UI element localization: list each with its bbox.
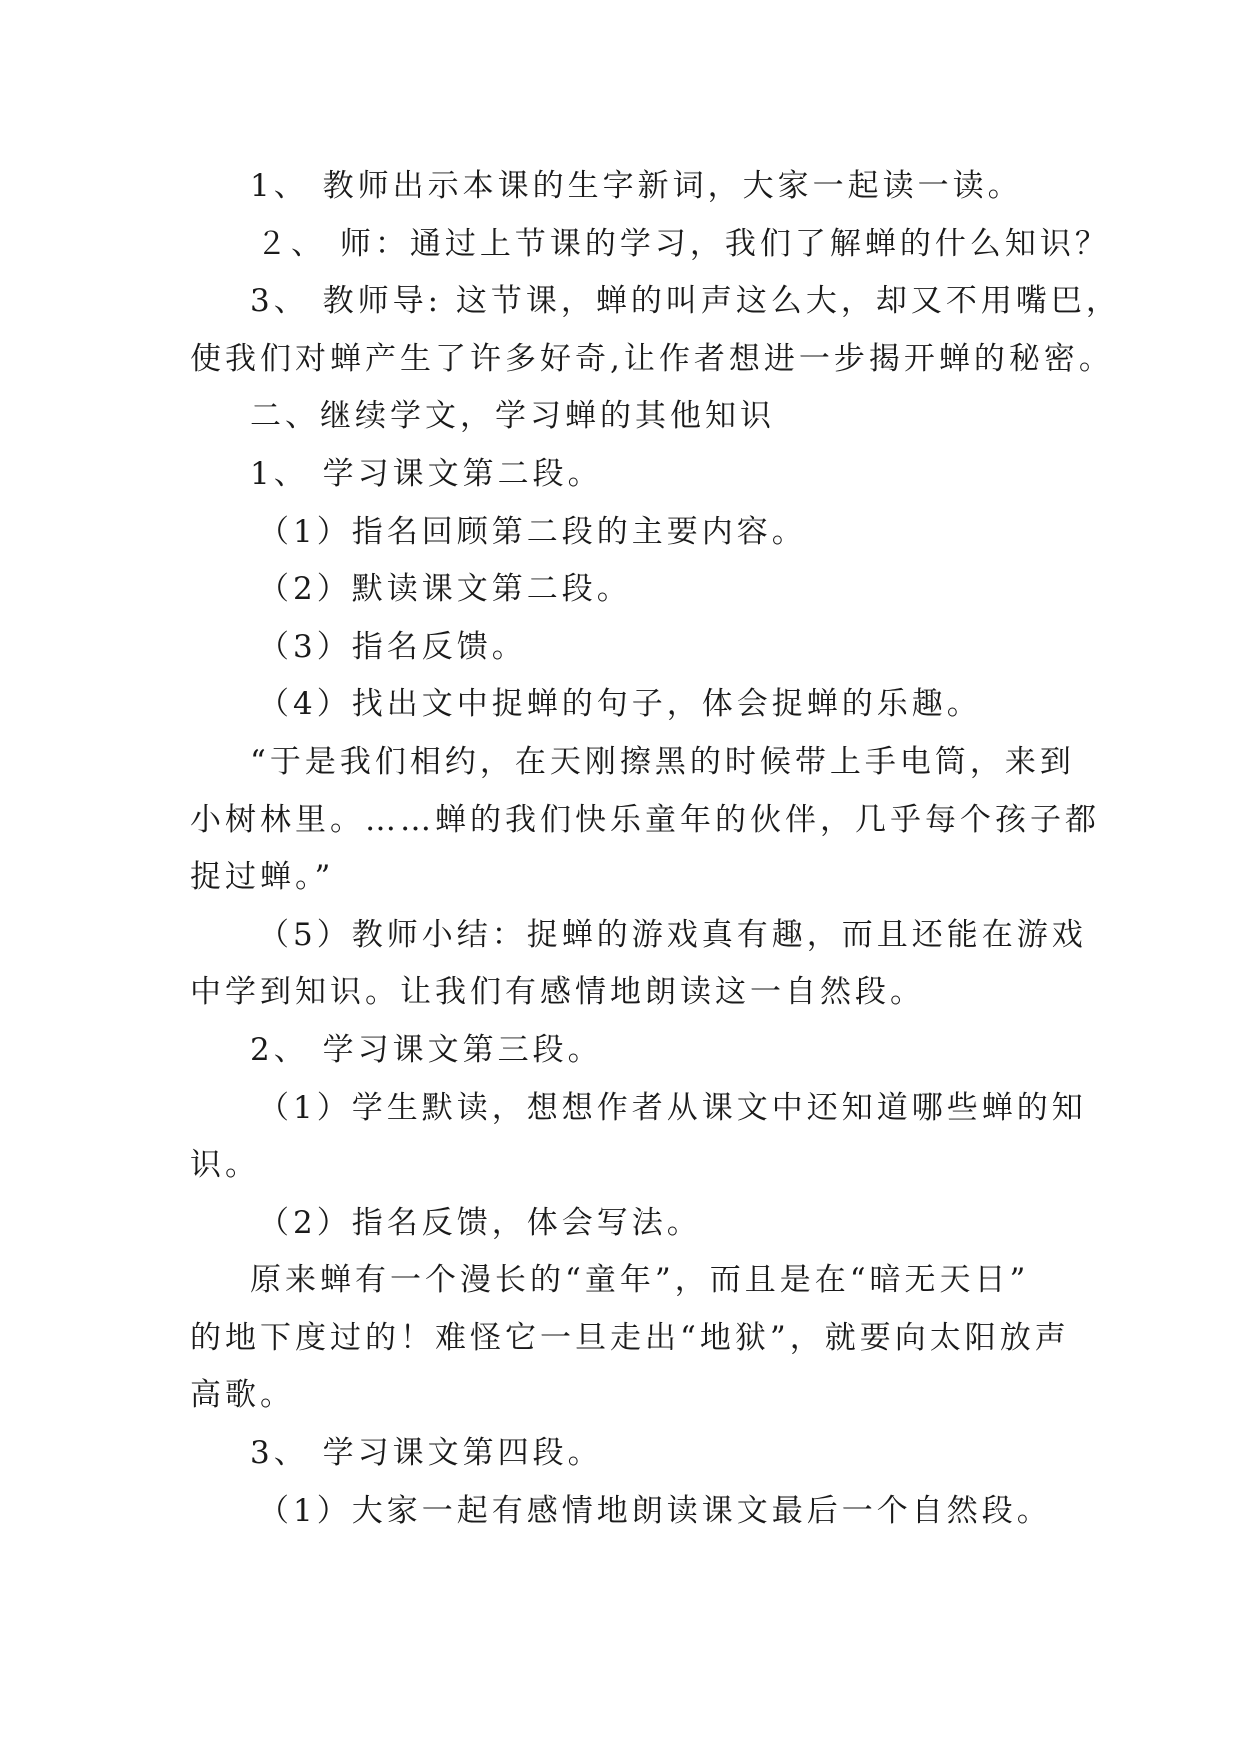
text-line: 2、 学习课文第三段。 xyxy=(250,1031,603,1068)
text-line: （5）教师小结：捉蝉的游戏真有趣，而且还能在游戏 xyxy=(258,916,1087,953)
text-line: （1）指名回顾第二段的主要内容。 xyxy=(258,513,807,550)
text-line: （1）大家一起有感情地朗读课文最后一个自然段。 xyxy=(258,1492,1052,1529)
text-line: 识。 xyxy=(190,1147,260,1184)
text-line: 中学到知识。让我们有感情地朗读这一自然段。 xyxy=(190,974,925,1011)
text-line: “于是我们相约，在天刚擦黑的时候带上手电筒，来到 xyxy=(250,743,1075,780)
text-line: 3、 教师导: 这节课，蝉的叫声这么大，却又不用嘴巴， xyxy=(250,283,1121,320)
text-line: 的地下度过的！难怪它一旦走出“地狱”，就要向太阳放声 xyxy=(190,1319,1070,1356)
text-line: 使我们对蝉产生了许多好奇,让作者想进一步揭开蝉的秘密。 xyxy=(190,340,1114,377)
text-line: 1、 学习课文第二段。 xyxy=(250,455,603,492)
text-line: 高歌。 xyxy=(190,1377,295,1414)
text-line: （3）指名反馈。 xyxy=(258,628,527,665)
text-line: （4）找出文中捉蝉的句子，体会捉蝉的乐趣。 xyxy=(258,686,982,723)
text-line: 原来蝉有一个漫长的“童年”，而且是在“暗无天日” xyxy=(250,1262,1030,1299)
text-line: 捉过蝉。” xyxy=(190,859,335,896)
text-line: （2）指名反馈，体会写法。 xyxy=(258,1204,702,1241)
text-line: 1、 教师出示本课的生字新词，大家一起读一读。 xyxy=(250,168,1023,204)
text-line: 二、继续学文，学习蝉的其他知识 xyxy=(250,398,775,435)
text-line: 小树林里。……蝉的我们快乐童年的伙伴，几乎每个孩子都 xyxy=(190,801,1100,838)
text-line: 3、 学习课文第四段。 xyxy=(250,1435,603,1472)
document-body xyxy=(190,158,1121,1540)
text-line: （2）默读课文第二段。 xyxy=(258,571,632,608)
text-line: （1）学生默读，想想作者从课文中还知道哪些蝉的知 xyxy=(258,1089,1087,1126)
text-line: ２、 师：通过上节课的学习，我们了解蝉的什么知识？ xyxy=(256,225,1110,262)
